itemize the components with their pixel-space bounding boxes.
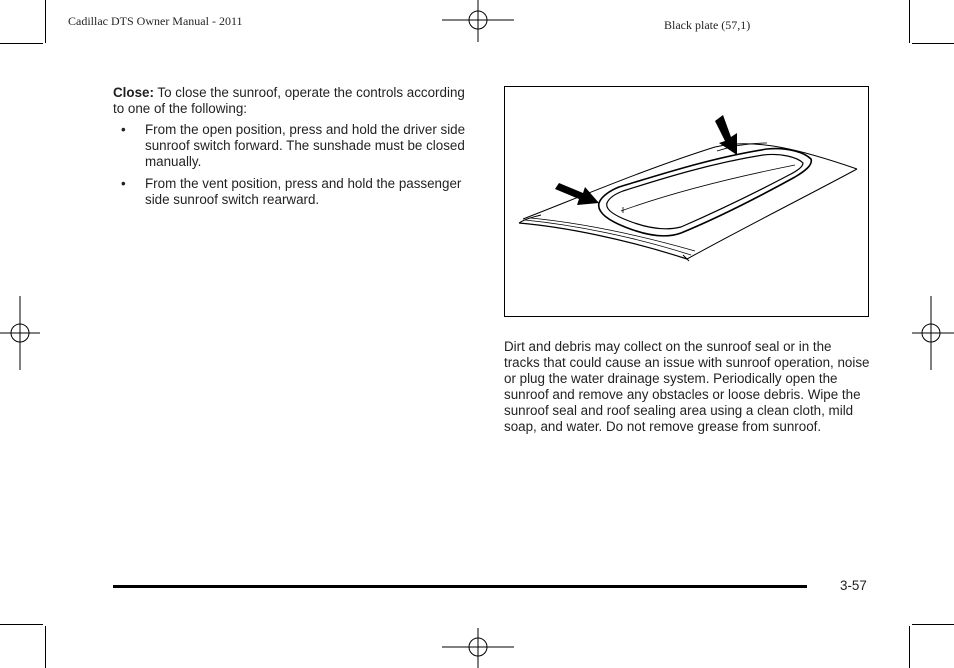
close-label: Close: xyxy=(113,85,154,100)
crop-mark-bl-v xyxy=(45,626,46,668)
list-item-text: From the vent position, press and hold the passenger side sunroof switch rearward. xyxy=(145,176,462,207)
header-plate-info: Black plate (57,1) xyxy=(664,18,751,32)
registration-mark-left-icon xyxy=(0,296,40,370)
crop-mark-br-h xyxy=(912,624,954,625)
list-item-text: From the open position, press and hold the driver side sunroof switch forward. The sunshade must be closed manually. xyxy=(145,122,466,169)
page-number: 3-57 xyxy=(840,578,867,593)
close-paragraph xyxy=(113,85,473,117)
footer-rule xyxy=(113,585,807,588)
crop-mark-br-v xyxy=(909,626,910,668)
close-text: To close the sunroof, operate the controls according to one of the following: xyxy=(113,85,465,116)
bullet-icon: • xyxy=(121,122,126,137)
crop-mark-tl-h xyxy=(0,43,43,44)
registration-mark-right-icon xyxy=(912,296,954,370)
header-manual-title: Cadillac DTS Owner Manual - 2011 xyxy=(68,14,243,28)
maintenance-paragraph: Dirt and debris may collect on the sunroof seal or in the tracks that could cause an issue with sunroof operation, noise or plug the water drainage system. Periodically open the sunroof and remove any obstacles or loose debris. Wipe the sunroof seal and roof sealing area using a clean cloth, mild soap, and water. Do not remove grease from sunroof. xyxy=(504,339,870,434)
crop-mark-tr-h xyxy=(912,43,954,44)
sunroof-illustration-icon xyxy=(505,87,867,315)
registration-mark-top-icon xyxy=(442,0,514,42)
crop-mark-bl-h xyxy=(0,624,43,625)
registration-mark-bottom-icon xyxy=(442,628,514,668)
sunroof-figure xyxy=(504,86,869,317)
crop-mark-tr-v xyxy=(909,0,910,43)
bullet-icon: • xyxy=(121,176,126,191)
crop-mark-tl-v xyxy=(45,0,46,43)
